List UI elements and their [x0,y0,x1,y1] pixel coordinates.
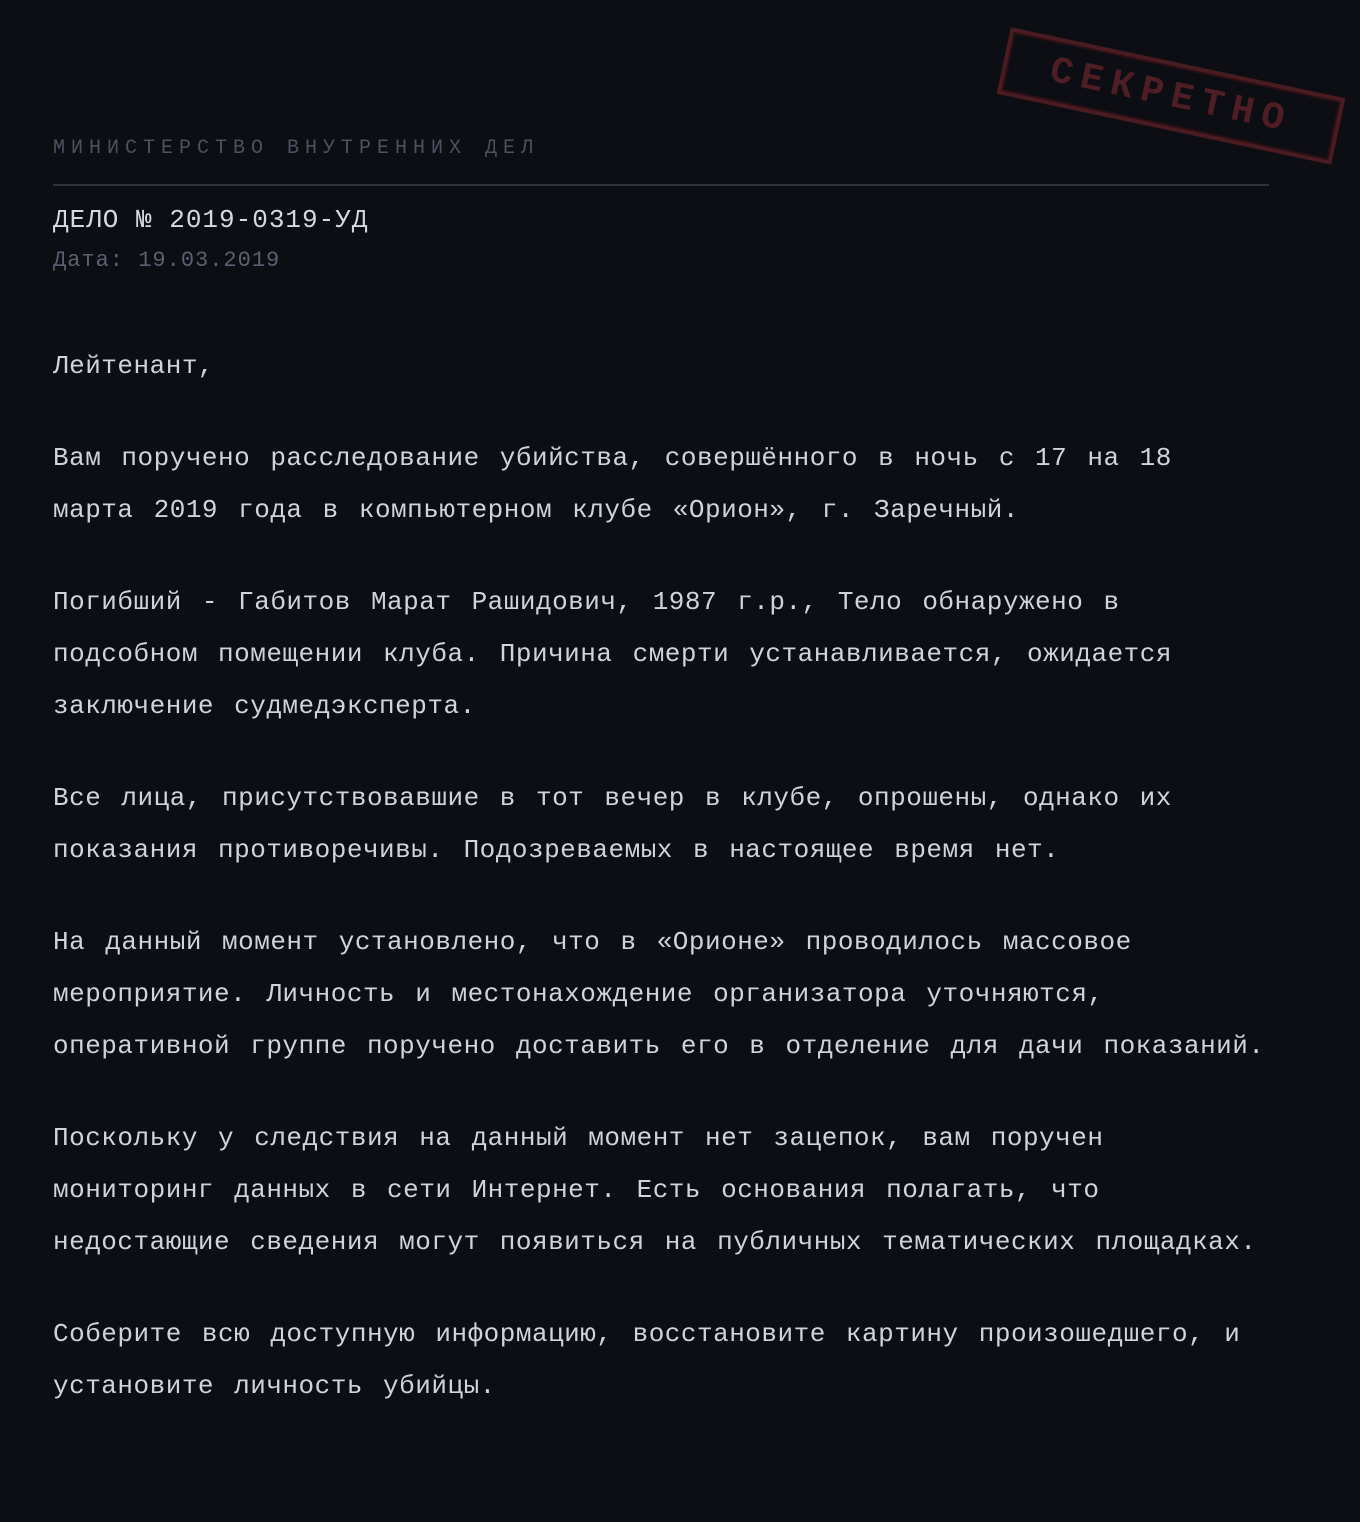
letter-paragraph: Соберите всю доступную информацию, восстановите картину произошедшего, и установите личность убийцы. [53,1319,1241,1401]
letter-paragraph: Вам поручено расследование убийства, совершённого в ночь с 17 на 18 марта 2019 года в компьютерном клубе «Орион», г. Заречный. [53,443,1172,525]
letter-paragraph: Поскольку у следствия на данный момент нет зацепок, вам поручен мониторинг данных в сети Интернет. Есть основания полагать, что недостающие сведения могут появиться на публичных тематических площадках. [53,1123,1257,1257]
letter-paragraph: Погибший - Габитов Марат Рашидович, 1987 г.р., Тело обнаружено в подсобном помещении клуба. Причина смерти устанавливается, ожидается заключение судмедэксперта. [53,587,1172,721]
letter-paragraph: Все лица, присутствовавшие в тот вечер в клубе, опрошены, однако их показания противоречивы. Подозреваемых в настоящее время нет. [53,783,1172,865]
ministry-heading: МИНИСТЕРСТВО ВНУТРЕННИХ ДЕЛ [53,137,540,160]
header-divider [53,184,1269,186]
letter-greeting: Лейтенант, [53,351,215,381]
stamp-label: СЕКРЕТНО [1046,49,1296,143]
secret-stamp [997,27,1346,165]
case-date: Дата: 19.03.2019 [53,248,281,273]
letter-paragraph: На данный момент установлено, что в «Орионе» проводилось массовое мероприятие. Личность и местонахождение организатора уточняются, оперативной группе поручено доставить его в отделение для дачи показаний. [53,927,1265,1061]
case-number: ДЕЛО № 2019-0319-УД [53,205,369,235]
letter-body [53,340,1269,1452]
